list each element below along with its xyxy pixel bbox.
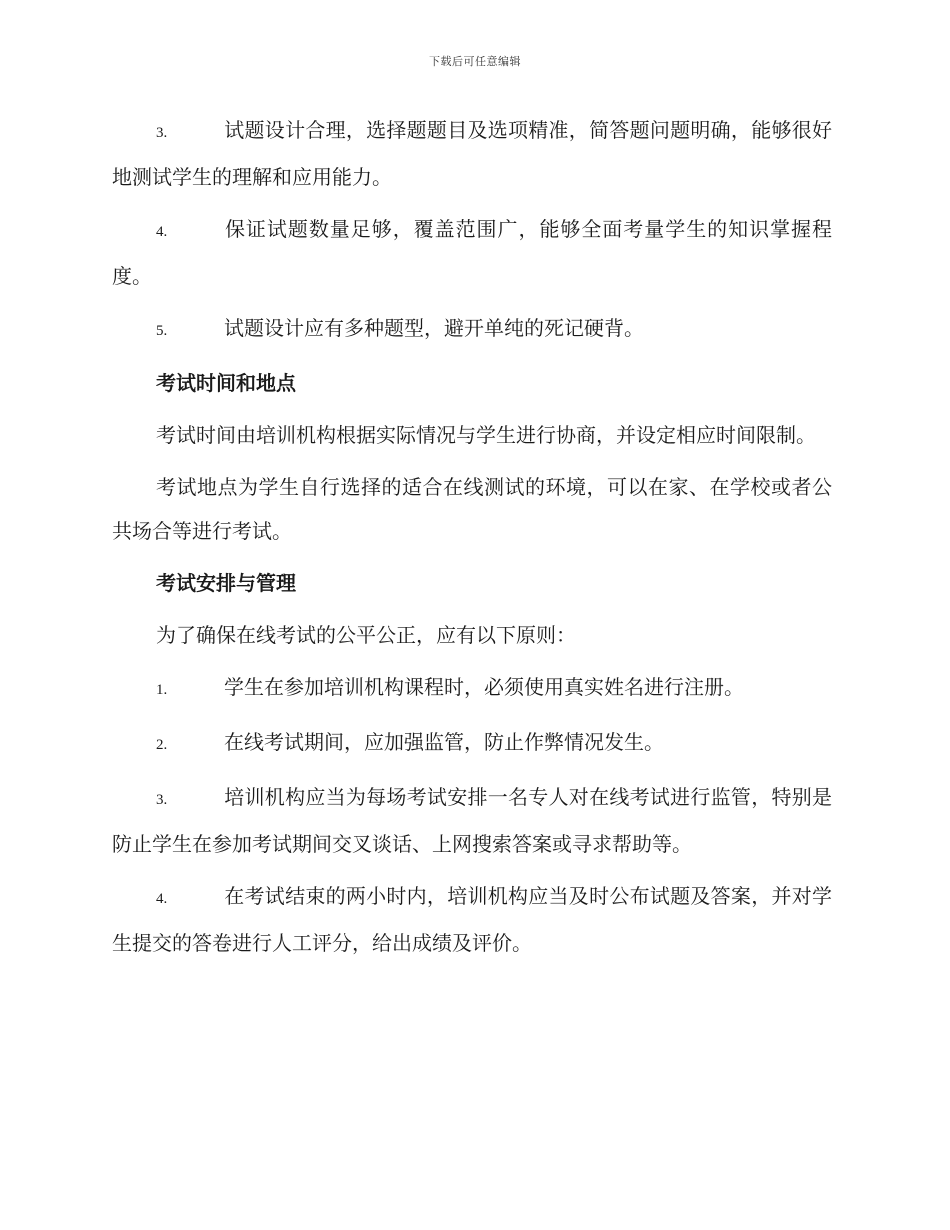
paragraph: 考试时间由培训机构根据实际情况与学生进行协商，并设定相应时间限制。: [156, 423, 816, 447]
section-heading-arrangement: 考试安排与管理: [156, 571, 296, 595]
list-text: 试题设计应有多种题型，避开单纯的死记硬背。: [224, 316, 644, 340]
list-number: 4.: [156, 891, 168, 907]
list-text: 在线考试期间，应加强监管，防止作弊情况发生。: [224, 730, 664, 754]
list-item: [112, 306, 832, 353]
list-item: [112, 874, 832, 965]
list-text: 试题设计合理，选择题题目及选项精准，简答题问题明确，能够很好地测试学生的理解和应用能力。: [112, 118, 832, 189]
section-heading-time-location: 考试时间和地点: [156, 371, 296, 395]
intro-paragraph: 为了确保在线考试的公平公正，应有以下原则：: [156, 623, 576, 647]
list-item: [112, 720, 832, 767]
list-number: 1.: [156, 682, 168, 698]
list-text: 培训机构应当为每场考试安排一名专人对在线考试进行监管，特别是防止学生在参加考试期间交叉谈话、上网搜索答案或寻求帮助等。: [112, 785, 832, 856]
paragraph: 考试地点为学生自行选择的适合在线测试的环境，可以在家、在学校或者公共场合等进行考试。: [112, 475, 832, 543]
list-number: 5.: [156, 323, 168, 339]
list-number: 3.: [156, 125, 168, 141]
list-item: [112, 665, 832, 712]
list-item: [112, 207, 832, 298]
list-text: 保证试题数量足够，覆盖范围广，能够全面考量学生的知识掌握程度。: [112, 217, 832, 288]
list-text: 在考试结束的两小时内，培训机构应当及时公布试题及答案，并对学生提交的答卷进行人工评分，给出成绩及评价。: [112, 884, 832, 955]
header-note: 下载后可任意编辑: [429, 55, 521, 68]
list-number: 4.: [156, 224, 168, 240]
list-item: [112, 775, 832, 866]
list-number: 2.: [156, 737, 168, 753]
list-item: [112, 108, 832, 199]
list-number: 3.: [156, 792, 168, 808]
list-text: 学生在参加培训机构课程时，必须使用真实姓名进行注册。: [224, 675, 744, 699]
document-body: [112, 108, 832, 973]
